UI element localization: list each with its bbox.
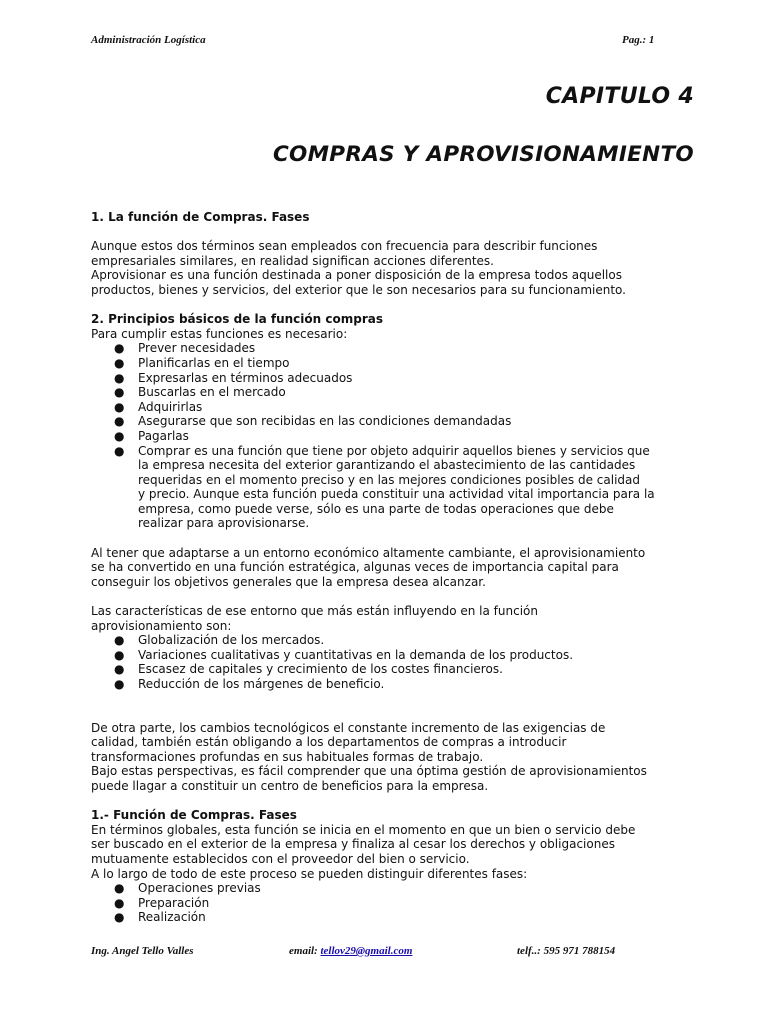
paragraph-line: se ha convertido en una función estratégica, algunas veces de importancia capital para	[91, 560, 619, 575]
bullet-icon: ●	[114, 647, 125, 662]
bullet-icon: ●	[114, 881, 125, 896]
paragraph-line: aprovisionamiento son:	[91, 618, 232, 633]
list-item: ● Adquirirlas	[114, 399, 203, 414]
list-item: ● Asegurarse que son recibidas en las condiciones demandadas	[114, 414, 512, 429]
section-heading: 1.- Función de Compras. Fases	[91, 808, 297, 823]
bullet-icon: ●	[114, 895, 125, 910]
list-item: ● Expresarlas en términos adecuados	[114, 370, 353, 385]
list-item: ● Realización	[114, 910, 206, 925]
list-item: ● Pagarlas	[114, 428, 189, 443]
paragraph-line: transformaciones profundas en sus habituales formas de trabajo.	[91, 749, 484, 764]
phases-list	[91, 881, 703, 925]
paragraph-line: Aprovisionar es una función destinada a poner disposición de la empresa todos aquellos	[91, 268, 622, 283]
paragraph-line: empresariales similares, en realidad significan acciones diferentes.	[91, 253, 494, 268]
list-item: ● Escasez de capitales y crecimiento de los costes financieros.	[114, 662, 503, 677]
paragraph-line: conseguir los objetivos generales que la empresa desea alcanzar.	[91, 574, 486, 589]
paragraph-line: A lo largo de todo de este proceso se pueden distinguir diferentes fases:	[91, 866, 528, 881]
paragraph-line: En términos globales, esta función se inicia en el momento en que un bien o servicio debe	[91, 822, 636, 837]
paragraph-line: productos, bienes y servicios, del exterior que le son necesarios para su funcionamiento.	[91, 282, 626, 297]
list-item: ● Variaciones cualitativas y cuantitativas en la demanda de los productos.	[114, 647, 574, 662]
bullet-icon: ●	[114, 910, 125, 925]
list-item: ● Globalización de los mercados.	[114, 633, 325, 648]
bullet-icon: ●	[114, 428, 125, 443]
bullet-icon: ●	[114, 341, 125, 356]
bullet-icon: ●	[114, 662, 125, 677]
paragraph-line: puede llagar a constituir un centro de beneficios para la empresa.	[91, 778, 489, 793]
document-title: COMPRAS Y APROVISIONAMIENTO	[272, 142, 694, 167]
list-item-long: ● Comprar es una función que tiene por objeto adquirir aquellos bienes y servicios que la empresa necesita del exterior garantizando el abastecimiento de las cantidades requeridas en el momento preciso y en las mejores condiciones posibles de calidad y precio. Aunque esta función pueda constituir una actividad vital importancia para la empresa, como puede verse, sólo es una parte de todas operaciones que debe realizar para aprovisionarse.	[114, 443, 655, 531]
environment-characteristics-list	[91, 633, 703, 691]
header-page-number: Pag.: 1	[622, 34, 655, 46]
paragraph-line: Las características de ese entorno que más están influyendo en la función	[91, 604, 538, 619]
footer-email-label: email:	[289, 945, 318, 957]
bullet-icon: ●	[114, 355, 125, 370]
list-item: ● Prever necesidades	[114, 341, 256, 356]
bullet-icon: ●	[114, 414, 125, 429]
header-course-title: Administración Logística	[91, 34, 206, 46]
list-item: ● Planificarlas en el tiempo	[114, 355, 290, 370]
paragraph-line: ser buscado en el exterior de la empresa y finaliza al cesar los derechos y obligaciones	[91, 837, 615, 852]
email-link[interactable]: tellov29@gmail.com	[320, 945, 413, 957]
list-item: ● Preparación	[114, 895, 210, 910]
chapter-heading: CAPITULO 4	[545, 84, 694, 109]
bullet-icon: ●	[114, 677, 125, 691]
footer-phone: telf..: 595 971 788154	[517, 945, 616, 957]
section-heading: 2. Principios básicos de la función compras	[91, 312, 383, 327]
bullet-icon: ●	[114, 399, 125, 414]
bullet-icon: ●	[114, 443, 125, 458]
footer-email	[289, 945, 412, 957]
bullet-icon: ●	[114, 385, 125, 400]
paragraph-line: De otra parte, los cambios tecnológicos el constante incremento de las exigencias de	[91, 720, 606, 735]
list-item: ● Buscarlas en el mercado	[114, 385, 286, 400]
section-heading: 1. La función de Compras. Fases	[91, 210, 310, 224]
paragraph-line: Para cumplir estas funciones es necesario:	[91, 326, 348, 341]
list-item: ● Operaciones previas	[114, 881, 261, 896]
document-body	[91, 210, 703, 925]
principles-list	[91, 341, 703, 531]
footer-author: Ing. Angel Tello Valles	[91, 945, 194, 957]
paragraph-line: mutuamente establecidos con el proveedor del bien o servicio.	[91, 851, 470, 866]
paragraph-line: Bajo estas perspectivas, es fácil comprender que una óptima gestión de aprovisionamientos	[91, 764, 647, 779]
paragraph-line: calidad, también están obligando a los departamentos de compras a introducir	[91, 735, 567, 750]
paragraph-line: Al tener que adaptarse a un entorno económico altamente cambiante, el aprovisionamiento	[91, 545, 646, 560]
bullet-icon: ●	[114, 633, 125, 648]
paragraph-line: Aunque estos dos términos sean empleados con frecuencia para describir funciones	[91, 239, 598, 254]
list-item: ● Reducción de los márgenes de beneficio.	[114, 677, 385, 691]
bullet-icon: ●	[114, 370, 125, 385]
